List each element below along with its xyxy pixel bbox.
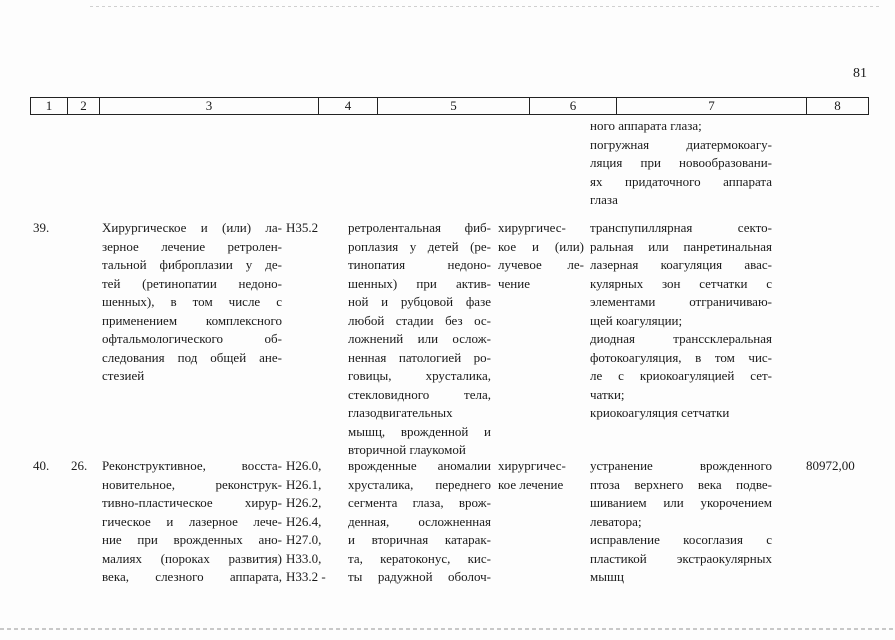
- text-line: врожденные аномалии: [348, 458, 491, 473]
- icd-code: H26.0,: [286, 458, 322, 473]
- text-line: стезией: [102, 368, 145, 383]
- text-line: ложнений или ослож-: [348, 331, 491, 346]
- text-line: применением комплексного: [102, 312, 282, 328]
- text-line: ты радужной оболоч-: [348, 569, 491, 584]
- text-line: чатки;: [590, 386, 625, 402]
- text-line: ненная патологией ро-: [348, 349, 491, 365]
- row39-col3: [102, 219, 282, 386]
- text-line: диодная транссклеральная: [590, 331, 772, 346]
- row40-col5: [348, 457, 491, 587]
- header-col-2: 2: [68, 98, 100, 114]
- text-line: погружная диатермокоагу-: [590, 136, 772, 152]
- text-line: устранение врожденного: [590, 458, 772, 473]
- row39-col6: [498, 219, 584, 293]
- header-col-6: 6: [530, 98, 617, 114]
- text-line: транспупиллярная секто-: [590, 220, 772, 235]
- row39-number: 39.: [33, 220, 50, 235]
- header-col-3: 3: [100, 98, 319, 114]
- text-line: леватора;: [590, 513, 642, 529]
- text-line: кое лечение: [498, 476, 564, 492]
- text-line: хирургичес-: [498, 220, 566, 235]
- row39-col5: [348, 219, 491, 460]
- row40-col7: [590, 457, 772, 587]
- text-line: ле с криокоагуляцией сет-: [590, 368, 772, 383]
- icd-code: H27.0,: [286, 532, 322, 547]
- scan-edge-bottom: [0, 628, 895, 630]
- icd-code: H26.4,: [286, 513, 322, 529]
- text-line: следования под общей ане-: [102, 349, 282, 365]
- header-col-1: 1: [31, 98, 68, 114]
- text-line: чение: [498, 275, 530, 291]
- text-line: шенных), в том числе с: [102, 294, 282, 309]
- text-line: Хирургическое и (или) ла-: [102, 220, 282, 235]
- text-line: века, слезного аппарата,: [102, 569, 282, 584]
- text-line: ретролентальная фиб-: [348, 220, 491, 235]
- text-line: мышц: [590, 569, 624, 584]
- icd-code: H26.1,: [286, 476, 322, 492]
- row40-number: 40.: [33, 458, 50, 473]
- header-col-5: 5: [378, 98, 530, 114]
- text-line: тей (ретинопатии недоно-: [102, 275, 282, 291]
- text-line: хрусталика, переднего: [348, 476, 491, 492]
- text-line: лазерная коагуляция авас-: [590, 257, 772, 272]
- text-line: ной и рубцовой фазе: [348, 294, 491, 309]
- row40-col4: [286, 457, 326, 587]
- text-line: зерное лечение ретролен-: [102, 238, 282, 254]
- icd-code: H35.2: [286, 220, 319, 235]
- text-line: щей коагуляции;: [590, 312, 683, 328]
- text-line: исправление косоглазия с: [590, 532, 772, 547]
- text-line: кое и (или): [498, 238, 584, 254]
- icd-code: H33.2 -: [286, 569, 326, 584]
- text-line: ние при врожденных ано-: [102, 532, 282, 547]
- text-line: и вторичная катарак-: [348, 532, 491, 547]
- text-line: роплазия у детей (ре-: [348, 238, 491, 254]
- header-col-7: 7: [617, 98, 807, 114]
- row40-group-number: 26.: [71, 458, 88, 473]
- text-line: кулярных зон сетчатки с: [590, 275, 772, 291]
- text-line: та, кератоконус, кис-: [348, 550, 491, 566]
- row39-col7: [590, 219, 772, 423]
- header-col-8: 8: [834, 98, 841, 113]
- text-line: шенных) при актив-: [348, 275, 491, 291]
- text-line: тивно-пластическое хирур-: [102, 495, 282, 510]
- text-line: ральная или панретинальная: [590, 238, 772, 254]
- text-line: мышц, врожденной и: [348, 423, 491, 439]
- row40-col6: [498, 457, 584, 494]
- row39-col4: [286, 219, 318, 238]
- text-line: любой стадии без ос-: [348, 312, 491, 328]
- text-line: птоза верхнего века подве-: [590, 476, 772, 492]
- table-header-row: [30, 97, 869, 115]
- text-line: новительное, реконструк-: [102, 476, 282, 492]
- text-line: хирургичес-: [498, 458, 566, 473]
- text-line: глазодвигательных: [348, 405, 453, 420]
- page-number: 81: [853, 66, 867, 81]
- continuation-col7: [590, 117, 772, 210]
- text-line: тинопатия недоно-: [348, 257, 491, 272]
- text-line: ляция при новообразовани-: [590, 155, 772, 170]
- text-line: малиях (пороках развития): [102, 550, 282, 566]
- icd-code: H33.0,: [286, 550, 322, 566]
- scan-edge-top: [90, 6, 880, 7]
- text-line: шиванием или укорочением: [590, 495, 772, 510]
- icd-code: H26.2,: [286, 495, 322, 510]
- text-line: лучевое ле-: [498, 257, 584, 272]
- text-line: ного аппарата глаза;: [590, 118, 702, 133]
- text-line: тальной фиброплазии у де-: [102, 257, 282, 272]
- text-line: криокоагуляция сетчатки: [590, 405, 730, 420]
- text-line: вторичной глаукомой: [348, 442, 466, 457]
- text-line: говицы, хрусталика,: [348, 368, 491, 383]
- text-line: Реконструктивное, восста-: [102, 458, 282, 473]
- text-line: элементами отграничиваю-: [590, 294, 772, 309]
- row40-cost: 80972,00: [806, 458, 855, 473]
- text-line: стекловидного тела,: [348, 386, 491, 402]
- header-col-4: 4: [319, 98, 378, 114]
- text-line: денная, осложненная: [348, 513, 491, 529]
- text-line: ях придаточного аппарата: [590, 173, 772, 189]
- text-line: сегмента глаза, врож-: [348, 495, 491, 510]
- text-line: офтальмологического об-: [102, 331, 282, 346]
- row40-col3: [102, 457, 282, 587]
- text-line: глаза: [590, 192, 618, 207]
- text-line: фотокоагуляция, в том чис-: [590, 349, 772, 365]
- text-line: гическое и лазерное лече-: [102, 513, 282, 529]
- text-line: пластикой экстраокулярных: [590, 550, 772, 566]
